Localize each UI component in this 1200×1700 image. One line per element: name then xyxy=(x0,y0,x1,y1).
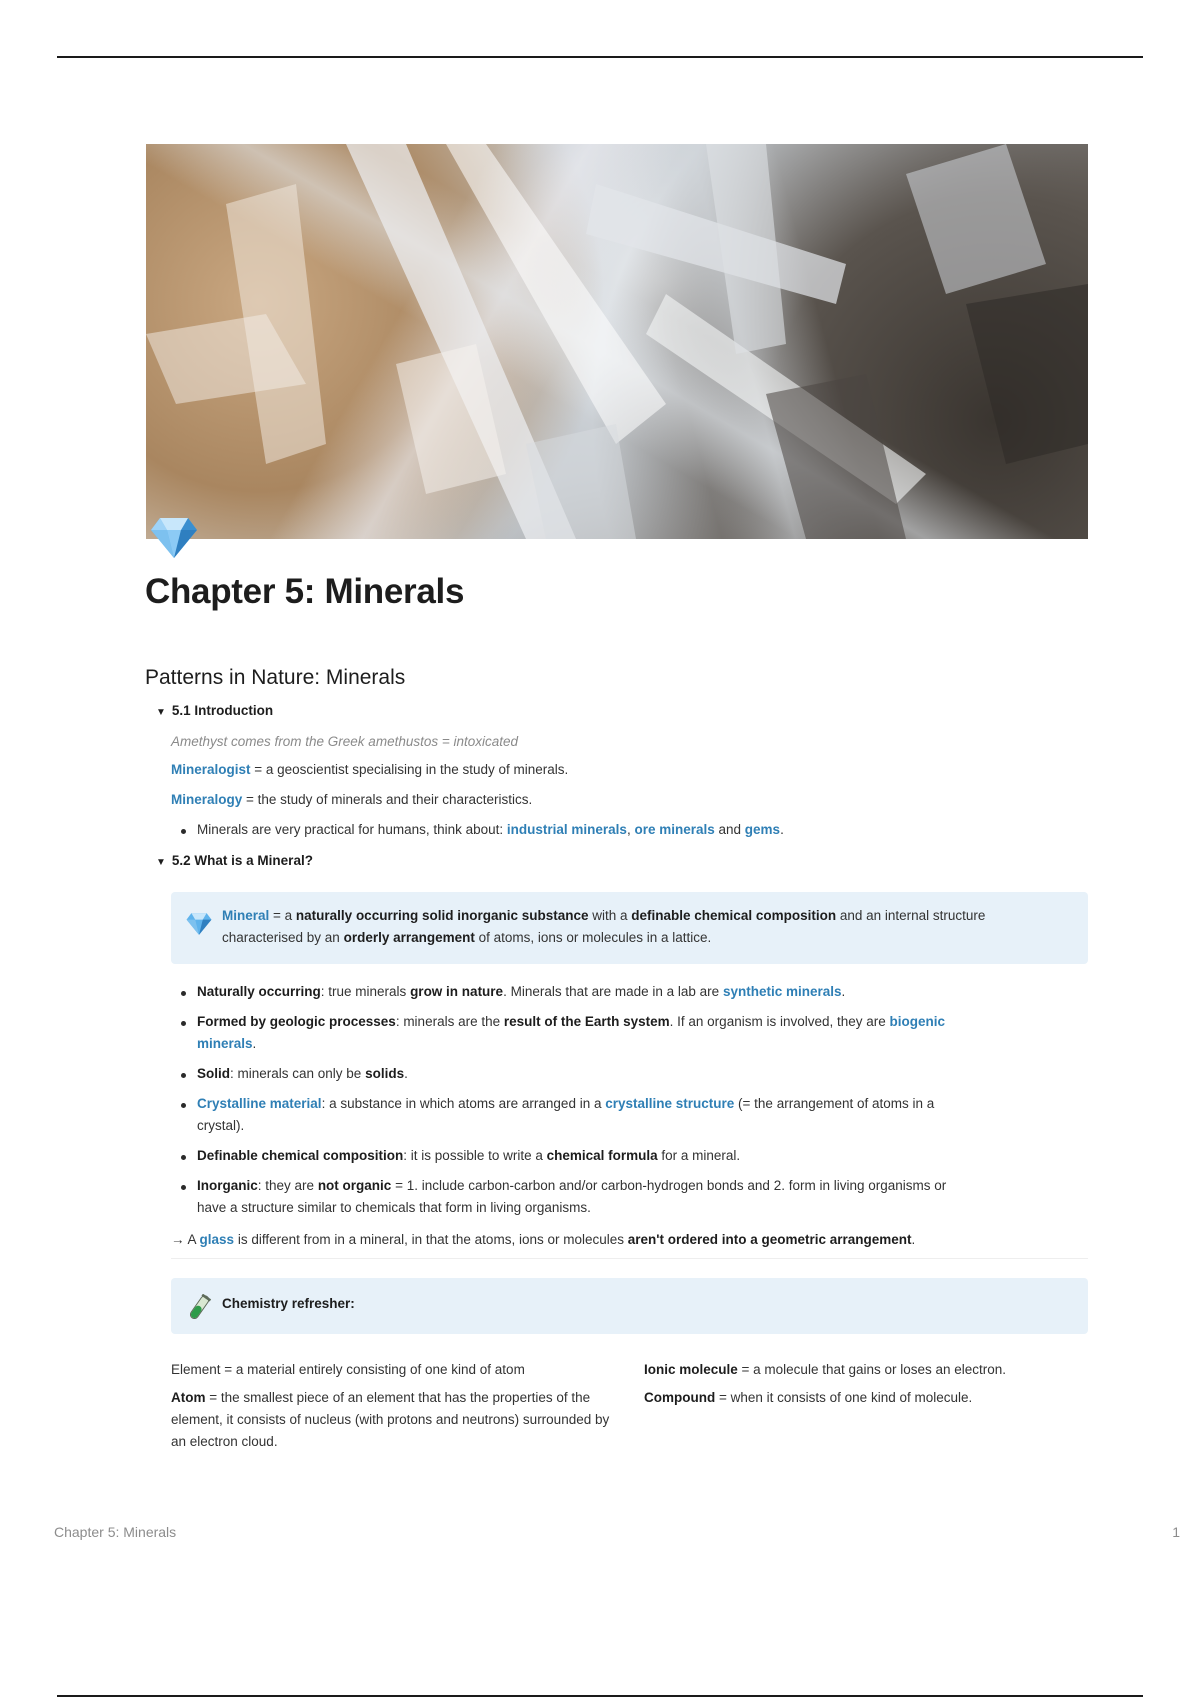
ore-minerals-link[interactable]: ore minerals xyxy=(634,822,715,837)
list-item: Inorganic: they are not organic = 1. include carbon-carbon and/or carbon-hydrogen bonds and 2. form in living organisms or xyxy=(197,1178,947,1193)
industrial-minerals-link[interactable]: industrial minerals xyxy=(506,822,627,837)
definition-line-2: characterised by an orderly arrangement of atoms, ions or molecules in a lattice. xyxy=(222,930,712,945)
bullet-dot xyxy=(181,1185,186,1190)
intro-note: Amethyst comes from the Greek amethustos = intoxicated xyxy=(171,734,519,749)
bullet-dot xyxy=(181,991,186,996)
def-compound: Compound = when it consists of one kind of molecule. xyxy=(644,1390,973,1405)
list-item-continuation: crystal). xyxy=(197,1118,245,1133)
crystalline-structure-link[interactable]: crystalline structure xyxy=(605,1096,735,1111)
toggle-5-2-label: 5.2 What is a Mineral? xyxy=(171,853,313,868)
def-element: Element = a material entirely consisting of one kind of atom xyxy=(171,1362,525,1377)
glass-note: → A glass is different from in a mineral, in that the atoms, ions or molecules aren't ordered into a geometric arrangement. xyxy=(171,1232,916,1247)
toggle-5-1-label: 5.1 Introduction xyxy=(171,703,274,718)
toggle-5-2[interactable] xyxy=(156,850,313,874)
list-item: Definable chemical composition: it is possible to write a chemical formula for a mineral. xyxy=(197,1148,741,1163)
footer-title: Chapter 5: Minerals xyxy=(54,1524,177,1540)
refresher-title: Chemistry refresher: xyxy=(222,1296,355,1311)
bottom-rule xyxy=(57,1695,1143,1697)
list-item: Solid: minerals can only be solids. xyxy=(197,1066,408,1081)
mineralogy-link[interactable]: Mineralogy xyxy=(171,792,243,807)
top-rule xyxy=(57,56,1143,58)
gem-icon xyxy=(186,912,212,936)
divider xyxy=(171,1258,1088,1259)
list-item-continuation: minerals. xyxy=(197,1036,257,1051)
synthetic-minerals-link[interactable]: synthetic minerals xyxy=(722,984,842,999)
bullet-dot xyxy=(181,1103,186,1108)
def-atom: Atom = the smallest piece of an element that has the properties of the element, it consists of nucleus (with protons and neutrons) surrounded by an electron cloud. xyxy=(171,1390,610,1449)
list-item: Naturally occurring: true minerals grow in nature. Minerals that are made in a lab are synthetic minerals. xyxy=(197,984,846,999)
bullet-dot xyxy=(181,829,186,834)
toggle-5-1[interactable] xyxy=(156,700,273,724)
mineral-link[interactable]: Mineral xyxy=(222,908,270,923)
mineralogist-link[interactable]: Mineralogist xyxy=(171,762,251,777)
list-item: Crystalline material: a substance in which atoms are arranged in a crystalline structure (= the arrangement of atoms in a xyxy=(197,1096,935,1111)
list-item: Minerals are very practical for humans, think about: industrial minerals, ore minerals and gems. xyxy=(197,822,784,837)
page-number: 1 xyxy=(1172,1524,1180,1540)
definition-mineralogist: Mineralogist = a geoscientist specialising in the study of minerals. xyxy=(171,762,569,777)
test-tube-icon xyxy=(186,1294,212,1322)
definition-mineralogy: Mineralogy = the study of minerals and their characteristics. xyxy=(171,792,533,807)
list-item: Formed by geologic processes: minerals are the result of the Earth system. If an organism is involved, they are biogenic xyxy=(197,1014,946,1029)
crystalline-material-link[interactable]: Crystalline material xyxy=(197,1096,322,1111)
biogenic-minerals-link-cont[interactable]: minerals xyxy=(197,1036,253,1051)
def-ionic-molecule: Ionic molecule = a molecule that gains or loses an electron. xyxy=(644,1362,1007,1377)
cover-image xyxy=(146,144,1088,539)
bullet-dot xyxy=(181,1155,186,1160)
bullet-dot xyxy=(181,1021,186,1026)
biogenic-minerals-link[interactable]: biogenic xyxy=(889,1014,946,1029)
page-title: Chapter 5: Minerals xyxy=(145,572,465,611)
section-heading: Patterns in Nature: Minerals xyxy=(145,666,406,689)
gem-icon xyxy=(150,516,198,560)
glass-link[interactable]: glass xyxy=(199,1232,235,1247)
gems-link[interactable]: gems xyxy=(744,822,781,837)
list-item-continuation: have a structure similar to chemicals that form in living organisms. xyxy=(197,1200,591,1215)
caret-down-icon: ▼ xyxy=(156,707,166,718)
caret-down-icon: ▼ xyxy=(156,857,166,868)
definition-line-1: Mineral = a naturally occurring solid inorganic substance with a definable chemical composition and an internal structure xyxy=(222,908,986,923)
bullet-dot xyxy=(181,1073,186,1078)
